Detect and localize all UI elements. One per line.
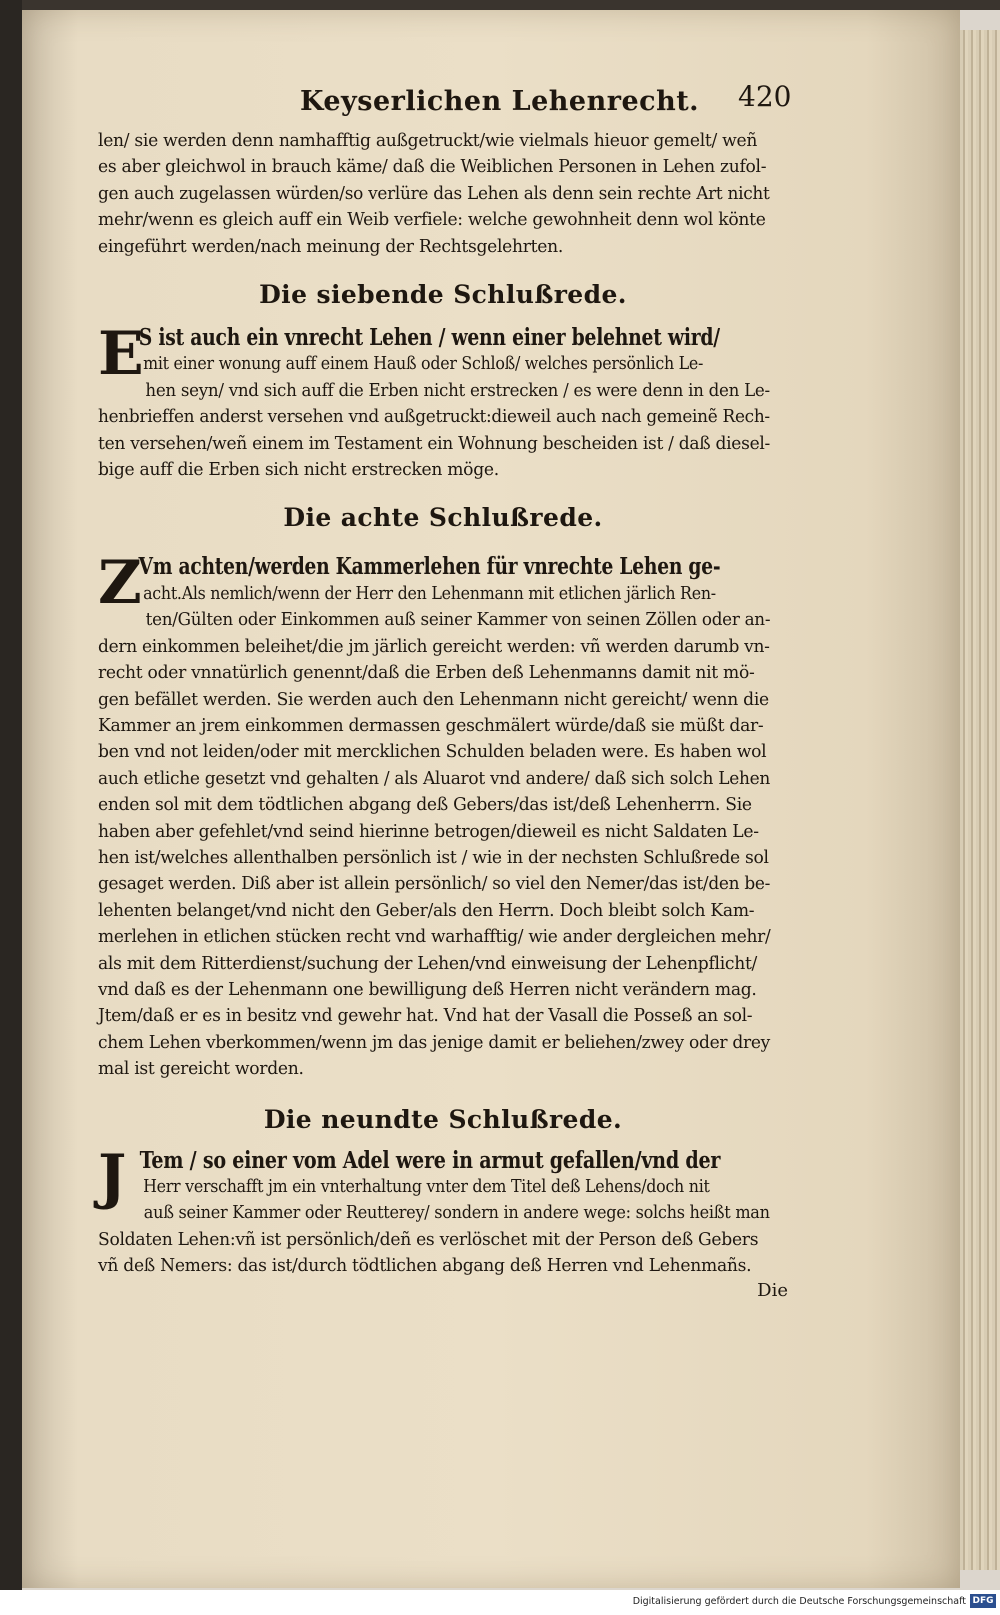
text-line: Kammer an jrem einkommen dermassen geschmälert würde/daß sie müßt dar- — [98, 715, 764, 736]
text-line: eingeführt werden/nach meinung der Rechtsgelehrten. — [98, 236, 564, 257]
text-line: vñ deß Nemers: das ist/durch tödtlichen abgang deß Herren vnd Lehenmañs. — [98, 1256, 752, 1277]
section-paragraph — [98, 548, 788, 1082]
section-heading: Die achte Schlußrede. — [283, 503, 603, 533]
text-line: mal ist gereicht worden. — [98, 1059, 304, 1080]
scan-border-top — [0, 0, 1000, 10]
catchword: Die — [757, 1279, 788, 1301]
text-line: henbrieffen anderst versehen vnd außgetruckt:dieweil auch nach gemeinẽ Rech- — [98, 407, 770, 428]
text-line: auch etliche gesetzt vnd gehalten / als Aluarot vnd andere/ daß sich solch Lehen — [98, 768, 771, 789]
digitization-footer — [0, 1590, 1000, 1615]
first-line: Vm achten/werden Kammerlehen für vnrechte Lehen ge- — [138, 553, 721, 581]
text-line: dern einkommen beleihet/die jm järlich gereicht werden: vñ werden darumb vn- — [98, 636, 770, 657]
text-line: auß seiner Kammer oder Reutterey/ sondern in andere wege: solchs heißt man — [143, 1203, 770, 1224]
text-line: Soldaten Lehen:vñ ist persönlich/deñ es verlöschet mit der Person deß Gebers — [98, 1229, 759, 1250]
text-line: recht oder vnnatürlich genennt/daß die Erben deß Lehenmanns damit nit mö- — [98, 663, 755, 684]
text-line: hen ist/welches allenthalben persönlich ist / wie in der nechsten Schlußrede sol — [98, 847, 769, 868]
page-number: 420 — [738, 80, 792, 113]
text-line: mehr/wenn es gleich auff ein Weib verfiele: welche gewohnheit denn wol könte — [98, 210, 766, 231]
page-text — [98, 80, 788, 1301]
drop-cap: Z — [98, 548, 142, 619]
running-head: Keyserlichen Lehenrecht. — [300, 86, 700, 117]
section-heading: Die siebende Schlußrede. — [259, 280, 627, 310]
text-line: len/ sie werden denn namhafftig außgetruckt/wie vielmals hieuor gemelt/ weñ — [98, 131, 758, 151]
first-line: S ist auch ein vnrecht Lehen / wenn einer belehnet wird/ — [138, 324, 720, 352]
text-line: es aber gleichwol in brauch käme/ daß die Weiblichen Personen in Lehen zufol- — [98, 157, 767, 178]
text-line: merlehen in etlichen stücken recht vnd warhafftig/ wie ander dergleichen mehr/ — [98, 927, 771, 948]
text-line: enden sol mit dem tödtlichen abgang deß Gebers/das ist/deß Lehenherrn. Sie — [98, 795, 752, 816]
text-line: Herr verschafft jm ein vnterhaltung vnter dem Titel deß Lehens/doch nit — [143, 1177, 710, 1197]
text-line: gen befället werden. Sie werden auch den Lehenmann nicht gereicht/ wenn die — [98, 689, 769, 710]
text-line: ben vnd not leiden/oder mit mercklichen Schulden beladen were. Es haben wol — [98, 742, 767, 763]
text-line: chem Lehen vberkommen/wenn jm das jenige damit er beliehen/zwey oder drey — [98, 1032, 771, 1053]
text-line: hen seyn/ vnd sich auff die Erben nicht erstrecken / es were denn in den Le- — [145, 380, 770, 401]
scan-border-left — [0, 0, 22, 1590]
dfg-logo-icon: DFG — [970, 1594, 996, 1608]
text-line: ten versehen/weñ einem im Testament ein Wohnung bescheiden ist / daß diesel- — [98, 433, 771, 454]
text-line: bige auff die Erben sich nicht erstrecken möge. — [98, 460, 499, 481]
drop-cap: J — [98, 1141, 127, 1212]
text-line: gesaget werden. Diß aber ist allein persönlich/ so viel den Nemer/das ist/den be- — [98, 874, 771, 895]
text-line: vnd daß es der Lehenmann one bewilligung deß Herren nicht verändern mag. — [98, 979, 757, 1000]
intro-paragraph — [98, 128, 788, 260]
text-line: als mit dem Ritterdienst/suchung der Lehen/vnd einweisung der Lehenpflicht/ — [98, 953, 758, 974]
section-paragraph — [98, 1141, 788, 1280]
text-line: haben aber gefehlet/vnd seind hierinne betrogen/dieweil es nicht Saldaten Le- — [98, 821, 759, 842]
text-line: mit einer wonung auff einem Hauß oder Schloß/ welches persönlich Le- — [143, 354, 704, 375]
text-line: acht.Als nemlich/wenn der Herr den Lehenmann mit etlichen järlich Ren- — [143, 583, 716, 604]
footer-credit: Digitalisierung gefördert durch die Deutsche Forschungsgemeinschaft — [632, 1596, 966, 1607]
drop-cap: E — [98, 319, 144, 390]
first-line: Tem / so einer vom Adel were in armut gefallen/vnd der — [139, 1146, 721, 1174]
text-line: lehenten belanget/vnd nicht den Geber/als den Herrn. Doch bleibt solch Kam- — [98, 900, 755, 921]
text-line: Jtem/daß er es in besitz vnd gewehr hat. Vnd hat der Vasall die Posseß an sol- — [98, 1006, 753, 1027]
page-edges — [960, 30, 1000, 1570]
text-line: ten/Gülten oder Einkommen auß seiner Kammer von seinen Zöllen oder an- — [145, 610, 771, 631]
section-heading: Die neundte Schlußrede. — [263, 1104, 623, 1134]
text-line: gen auch zugelassen würden/so verlüre das Lehen als denn sein rechte Art nicht — [98, 183, 770, 204]
section-paragraph — [98, 319, 788, 483]
